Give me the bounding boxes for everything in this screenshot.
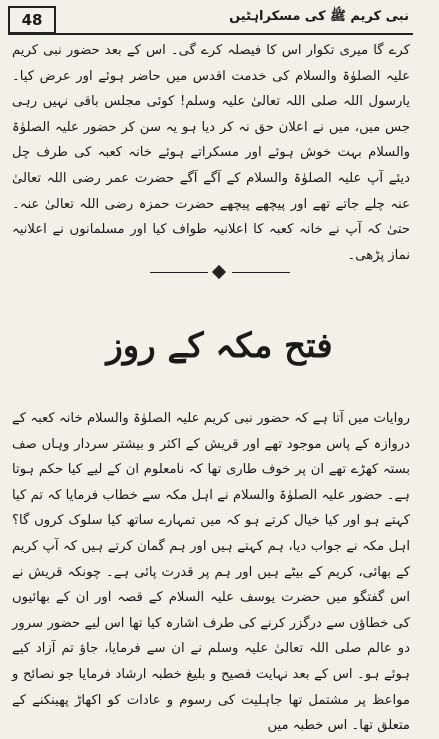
page-header: [0, 0, 439, 36]
section-divider: [150, 267, 290, 279]
page-number: 48: [8, 6, 56, 34]
paragraph-2: روایات میں آتا ہے کہ حضور نبی کریم علیہ الصلوٰۃ والسلام خانہ کعبہ کے دروازہ کے پاس موجود تھے اور قریش کے اکثر و بیشتر سردار وہاں صف بستہ کھڑے تھے ان پر خوف طاری تھا کہ نامعلوم ان کے لیے کیا حکم ہوتا ہے۔ حضور علیہ الصلوٰۃ والسلام نے اہل مکہ سے خطاب فرمایا کہ تم کیا کہتے ہو اور کیا خیال کرتے ہو کہ میں تمہارے ساتھ کیا سلوک کروں گا؟ اہل مکہ نے جواب دیا، ہم کہتے ہیں اور ہم گمان کرتے ہیں کہ آپ کریم کے بھائی، کریم کے بیٹے ہیں اور ہم پر قدرت پائی ہے۔ چونکہ قریش نے اس گفتگو میں حضرت یوسف علیہ السلام کے قصہ اور ان کے بھائیوں کی خطاؤں سے درگزر کرنے کی طرف اشارہ کیا تھا اس لیے حضور سرور دو عالم صلی اللہ تعالیٰ علیہ وسلم نے ان سے فرمایا، جاؤ تم آزاد کیے ہوئے ہو۔ اس کے بعد نہایت فصیح و بلیغ خطبہ ارشاد فرمایا جو نصائح و مواعظ پر مشتمل تھا جاہلیت کی رسوم و عادات کو اکھاڑ پھینکنے کے متعلق تھا۔ اس خطبہ میں: [12, 411, 410, 734]
divider-line-left: [150, 272, 208, 273]
section-heading: فتح مکہ کے روز: [106, 326, 333, 366]
diamond-ornament-icon: [212, 265, 226, 279]
divider-line-right: [232, 272, 290, 273]
paragraph-1: کرے گا میری تکوار اس کا فیصلہ کرے گی۔ اس کے بعد حضور نبی کریم علیہ الصلوٰۃ والسلام کی خدمت اقدس میں حاضر ہوئے اور عرض کیا۔ یارسول اللہ صلی اللہ تعالیٰ علیہ وسلم! کوئی مجلس باقی نہیں رہی جس میں، میں نے اعلان حق نہ کر دیا ہو یہ سن کر حضور علیہ الصلوٰۃ والسلام بہت خوش ہوئے اور مسکراتے ہوئے خانہ کعبہ کی طرف چل دیئے آپ علیہ الصلوٰۃ والسلام کے آگے آگے حضرت عمر رضی اللہ تعالیٰ عنہ چلے جاتے تھے اور پیچھے پیچھے حضرت حمزہ رضی اللہ تعالیٰ عنہ۔ حتیٰ کہ آپ نے خانہ کعبہ کا اعلانیہ طواف کیا اور مسلمانوں نے اعلانیہ نماز پڑھی۔: [12, 43, 410, 263]
header-rule: [8, 33, 413, 35]
running-title: نبی کریم ﷺ کی مسکراہٹیں: [229, 9, 409, 24]
